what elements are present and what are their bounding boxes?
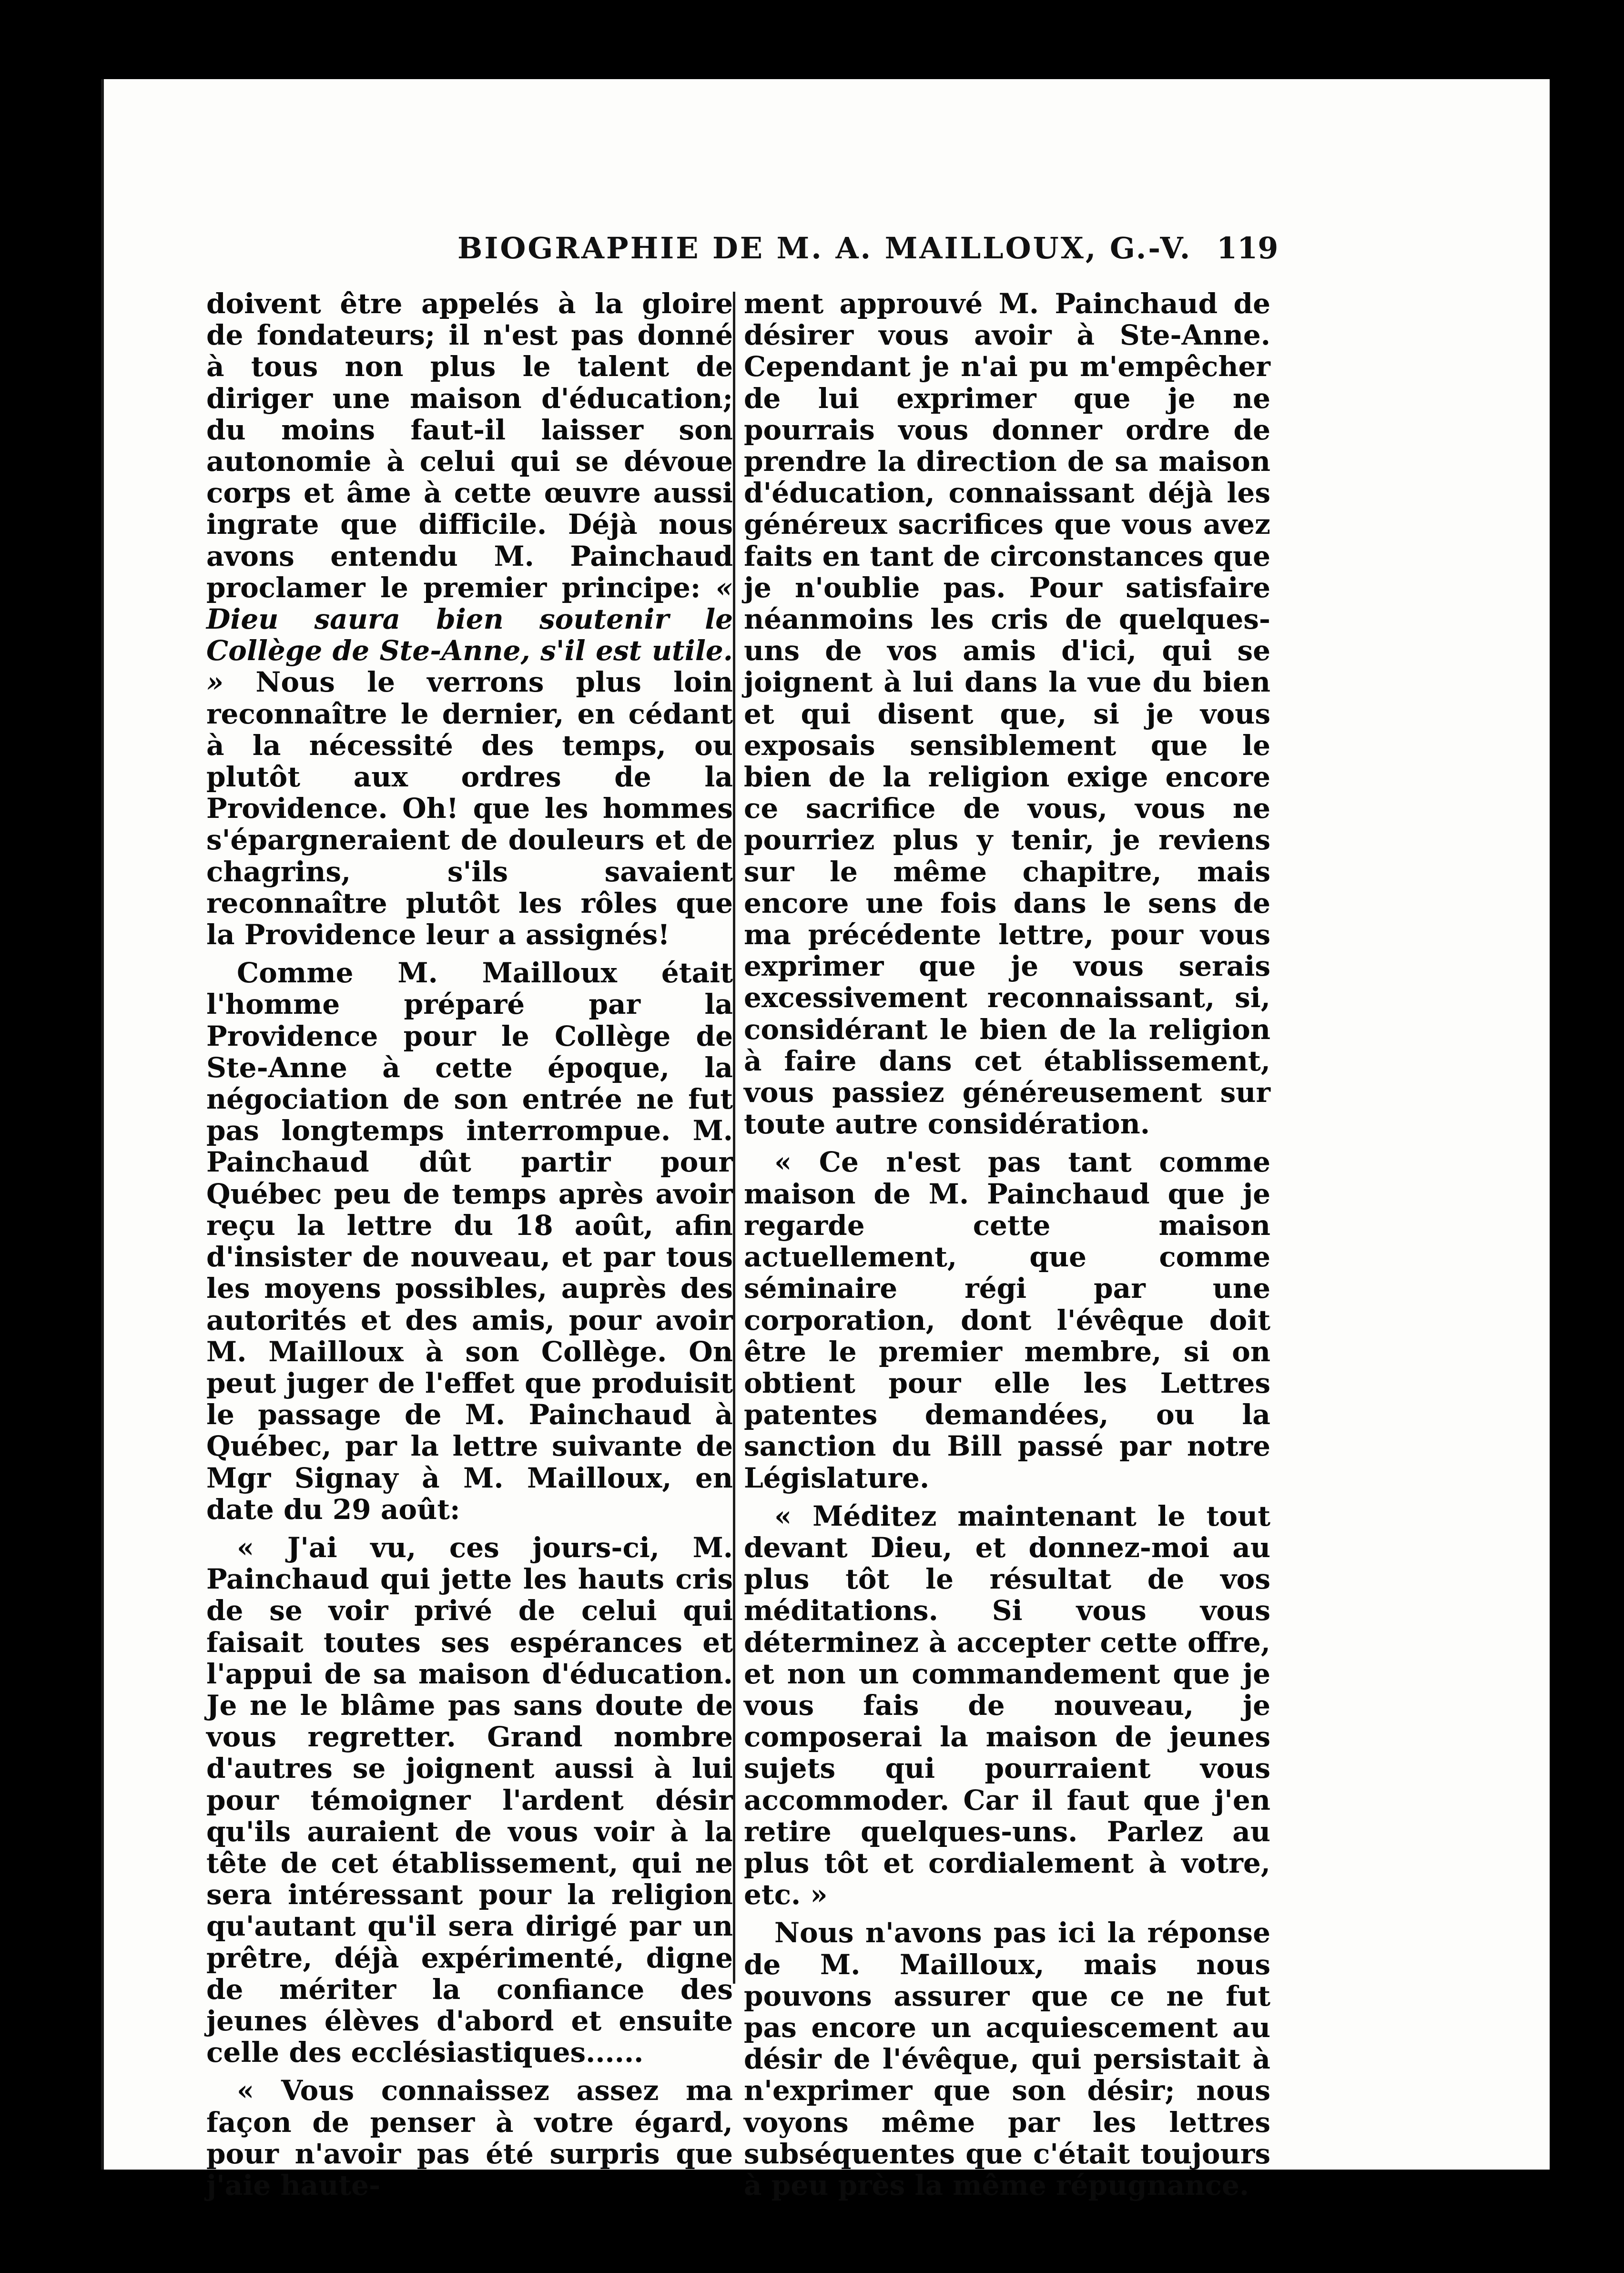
page-number: 119 [1217,231,1279,265]
right-column [744,288,1270,2201]
paragraph [206,288,733,950]
running-header: BIOGRAPHIE DE M. A. MAILLOUX, G.-V. [457,231,1192,265]
left-column [206,288,733,2201]
column-divider [733,292,735,1984]
letter-paragraph: ment approuvé M. Painchaud de désirer vous avoir à Ste-Anne. Cependant je n'ai pu m'empêcher de lui exprimer que je ne pourrais vous donner ordre de prendre la direction de sa maison d'éducation, connaissant déjà les généreux sacrifices que vous avez faits en tant de circonstances que je n'oublie pas. Pour satisfaire néanmoins les cris de quelques-uns de vos amis d'ici, qui se joignent à lui dans la vue du bien et qui disent que, si je vous exposais sensiblement que le bien de la religion exige encore ce sacrifice de vous, vous ne pourriez plus y tenir, je reviens sur le même chapitre, mais encore une fois dans le sens de ma précédente lettre, pour vous exprimer que je vous serais excessivement reconnaissant, si, considérant le bien de la religion à faire dans cet établissement, vous passiez généreusement sur toute autre considération. [744,287,1270,1141]
letter-paragraph: « J'ai vu, ces jours-ci, M. Painchaud qui jette les hauts cris de se voir privé de celui qui faisait toutes ses espérances et l'appui de sa maison d'éducation. Je ne le blâme pas sans doute de vous regretter. Grand nombre d'autres se joignent aussi à lui pour témoigner l'ardent désir qu'ils auraient de vous voir à la tête de cet établissement, qui ne sera intéressant pour la religion qu'autant qu'il sera dirigé par un prêtre, déjà expérimenté, digne de mériter la confiance des jeunes élèves d'abord et ensuite celle des ecclésiastiques...... [206,1531,733,2069]
paragraph-text: doivent être appelés à la gloire de fondateurs; il n'est pas donné à tous non plus le talent de diriger une maison d'éducation; du moins faut-il laisser son autonomie à celui qui se dévoue corps et âme à cette œuvre aussi ingrate que difficile. Déjà nous avons entendu M. Painchaud proclamer le premier principe: [206,287,733,604]
paragraph-text: Nous le verrons plus loin reconnaître le dernier, en cédant à la nécessité des temps, ou plutôt aux ordres de la Providence. Oh! que les hommes s'épargneraient de douleurs et de chagrins, s'ils savaient reconnaître plutôt les rôles que la Providence leur a assignés! [206,666,733,951]
paragraph: Comme M. Mailloux était l'homme préparé par la Providence pour le Collège de Ste-Anne à cette époque, la négociation de son entrée ne fut pas longtemps interrompue. M. Painchaud dût partir pour Québec peu de temps après avoir reçu la lettre du 18 août, afin d'insister de nouveau, et par tous les moyens possibles, auprès des autorités et des amis, pour avoir M. Mailloux à son Collège. On peut juger de l'effet que produisit le passage de M. Painchaud à Québec, par la lettre suivante de Mgr Signay à M. Mailloux, en date du 29 août: [206,957,733,1526]
letter-paragraph: « Méditez maintenant le tout devant Dieu, et donnez-moi au plus tôt le résultat de vos méditations. Si vous vous déterminez à accepter cette offre, et non un commandement que je vous fais de nouveau, je composerai la maison de jeunes sujets qui pourraient vous accommoder. Car il faut que j'en retire quelques-uns. Parlez au plus tôt et cordialement à votre, etc. » [744,1499,1270,1911]
letter-paragraph: « Vous connaissez assez ma façon de penser à votre égard, pour n'avoir pas été surpris que j'aie haute- [206,2074,733,2202]
paragraph: Nous n'avons pas ici la réponse de M. Mailloux, mais nous pouvons assurer que ce ne fut pas encore un acquiescement au désir de l'évêque, qui persistait à n'exprimer que son désir; nous voyons même par les lettres subséquentes que c'était toujours à peu près la même répugnance. [744,1916,1270,2202]
quote-principle: « Dieu saura bien soutenir le Collège de Ste-Anne, s'il est utile. » [206,571,733,699]
letter-paragraph: « Ce n'est pas tant comme maison de M. Painchaud que je regarde cette maison actuellement, que comme séminaire régi par une corporation, dont l'évêque doit être le premier membre, si on obtient pour elle les Lettres patentes demandées, ou la sanction du Bill passé par notre Législature. [744,1146,1270,1494]
